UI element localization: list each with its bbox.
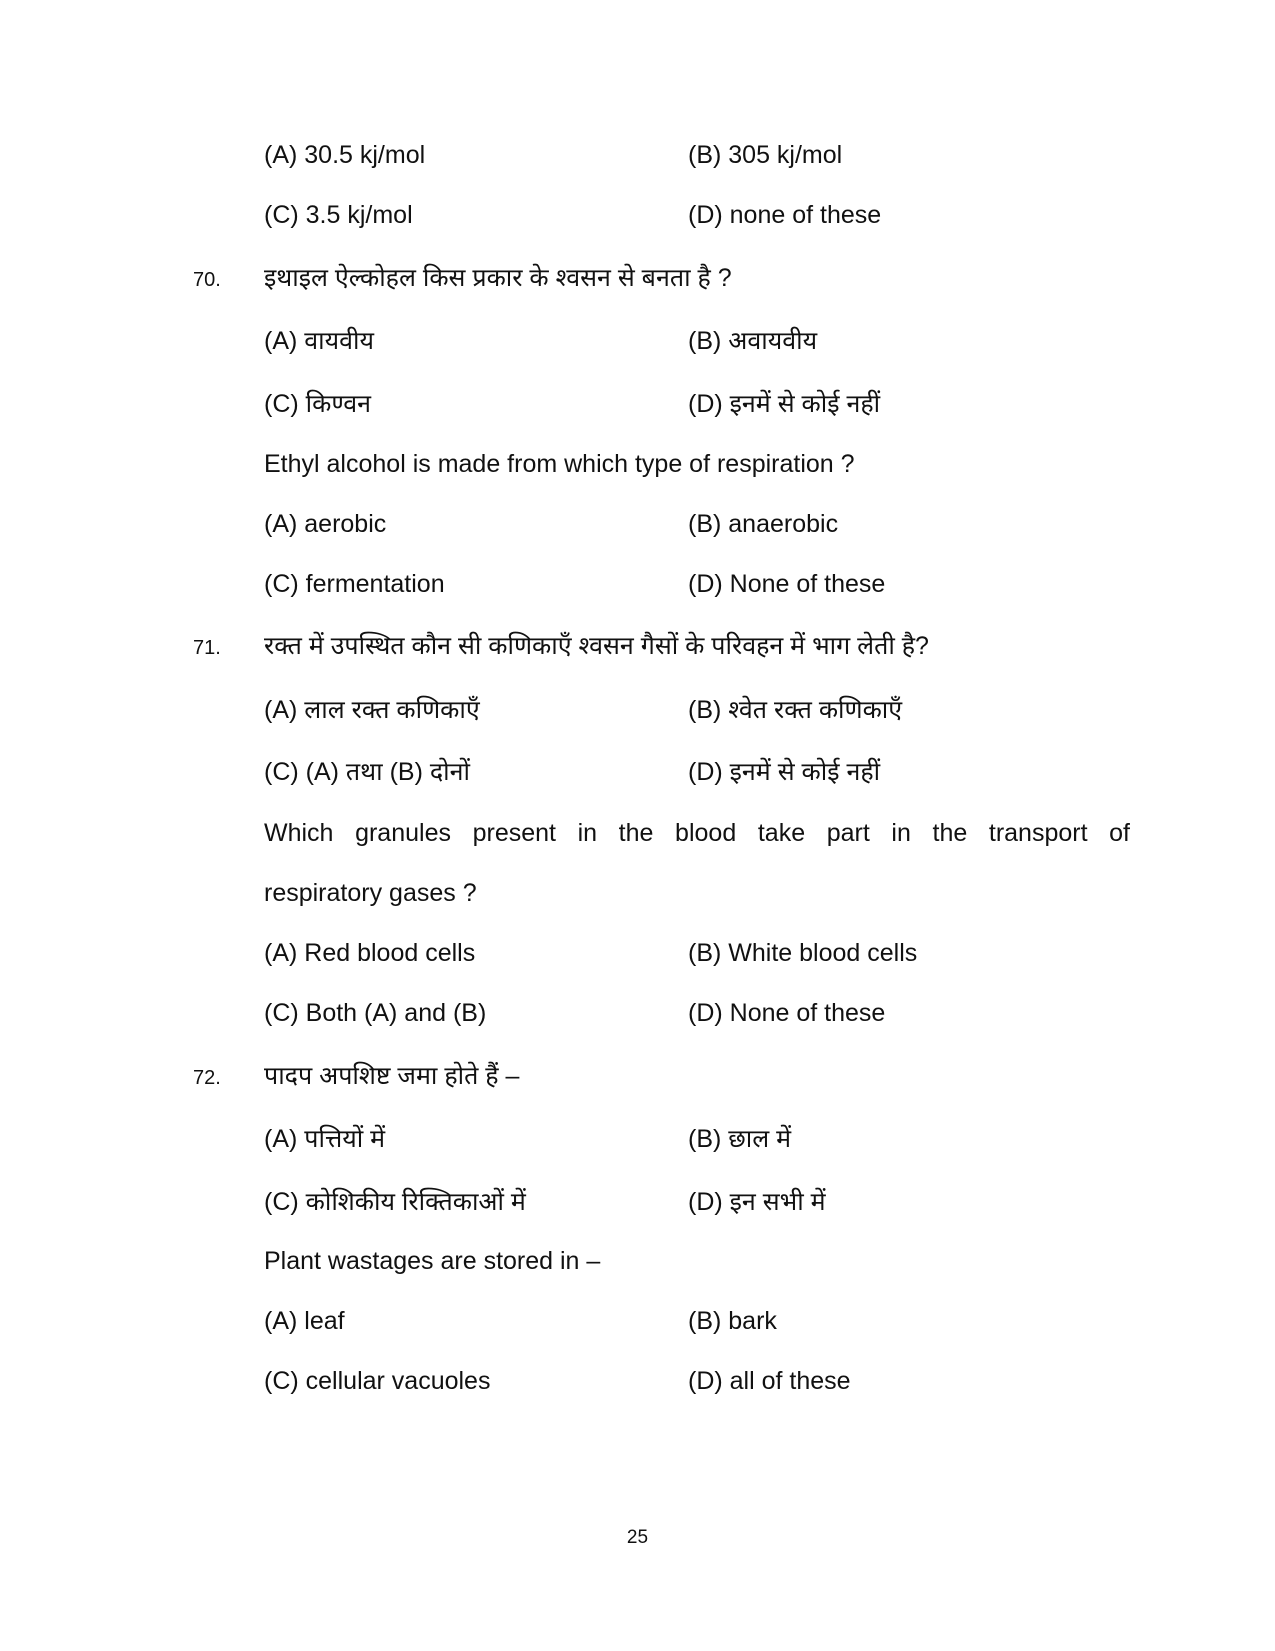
option-b: (B) अवायवीय: [688, 327, 818, 355]
option-d: (D) इन सभी में: [688, 1188, 826, 1216]
option-d: (D) इनमें से कोई नहीं: [688, 390, 881, 418]
option-b: (B) श्वेत रक्त कणिकाएँ: [688, 696, 903, 724]
option-b: (B) bark: [688, 1307, 777, 1335]
question-text-hindi: इथाइल ऐल्कोहल किस प्रकार के श्वसन से बनता है ?: [264, 264, 732, 292]
option-d: (D) None of these: [688, 999, 886, 1027]
option-c: (C) cellular vacuoles: [264, 1367, 491, 1395]
option-a: (A) लाल रक्त कणिकाएँ: [264, 696, 480, 724]
question-text-hindi: पादप अपशिष्ट जमा होते हैं –: [264, 1062, 520, 1090]
option-d: (D) all of these: [688, 1367, 851, 1395]
option-b: (B) anaerobic: [688, 510, 839, 538]
option-a: (A) पत्तियों में: [264, 1125, 386, 1153]
question-number: 71.: [193, 637, 221, 659]
option-d: (D) None of these: [688, 570, 886, 598]
option-c: (C) किण्वन: [264, 390, 371, 418]
question-text-english: Ethyl alcohol is made from which type of respiration ?: [264, 450, 855, 478]
question-text-english-continued: respiratory gases ?: [264, 879, 477, 907]
option-b: (B) 305 kj/mol: [688, 141, 843, 169]
question-text-hindi: रक्त में उपस्थित कौन सी कणिकाएँ श्वसन गैसों के परिवहन में भाग लेती है?: [264, 632, 929, 660]
option-c: (C) (A) तथा (B) दोनों: [264, 758, 470, 786]
option-a: (A) leaf: [264, 1307, 345, 1335]
option-a: (A) 30.5 kj/mol: [264, 141, 426, 169]
option-d: (D) none of these: [688, 201, 882, 229]
option-a: (A) वायवीय: [264, 327, 375, 355]
option-c: (C) fermentation: [264, 570, 445, 598]
option-a: (A) aerobic: [264, 510, 387, 538]
question-number: 72.: [193, 1067, 221, 1089]
option-c: (C) कोशिकीय रिक्तिकाओं में: [264, 1188, 526, 1216]
option-b: (B) White blood cells: [688, 939, 918, 967]
question-text-english: Which granules present in the blood take part in the transport of: [264, 819, 1130, 847]
question-number: 70.: [193, 269, 221, 291]
question-text-english: Plant wastages are stored in –: [264, 1247, 601, 1275]
option-d: (D) इनमें से कोई नहीं: [688, 758, 881, 786]
option-b: (B) छाल में: [688, 1125, 792, 1153]
option-a: (A) Red blood cells: [264, 939, 476, 967]
option-c: (C) 3.5 kj/mol: [264, 201, 413, 229]
page-number: 25: [626, 1527, 649, 1548]
option-c: (C) Both (A) and (B): [264, 999, 487, 1027]
